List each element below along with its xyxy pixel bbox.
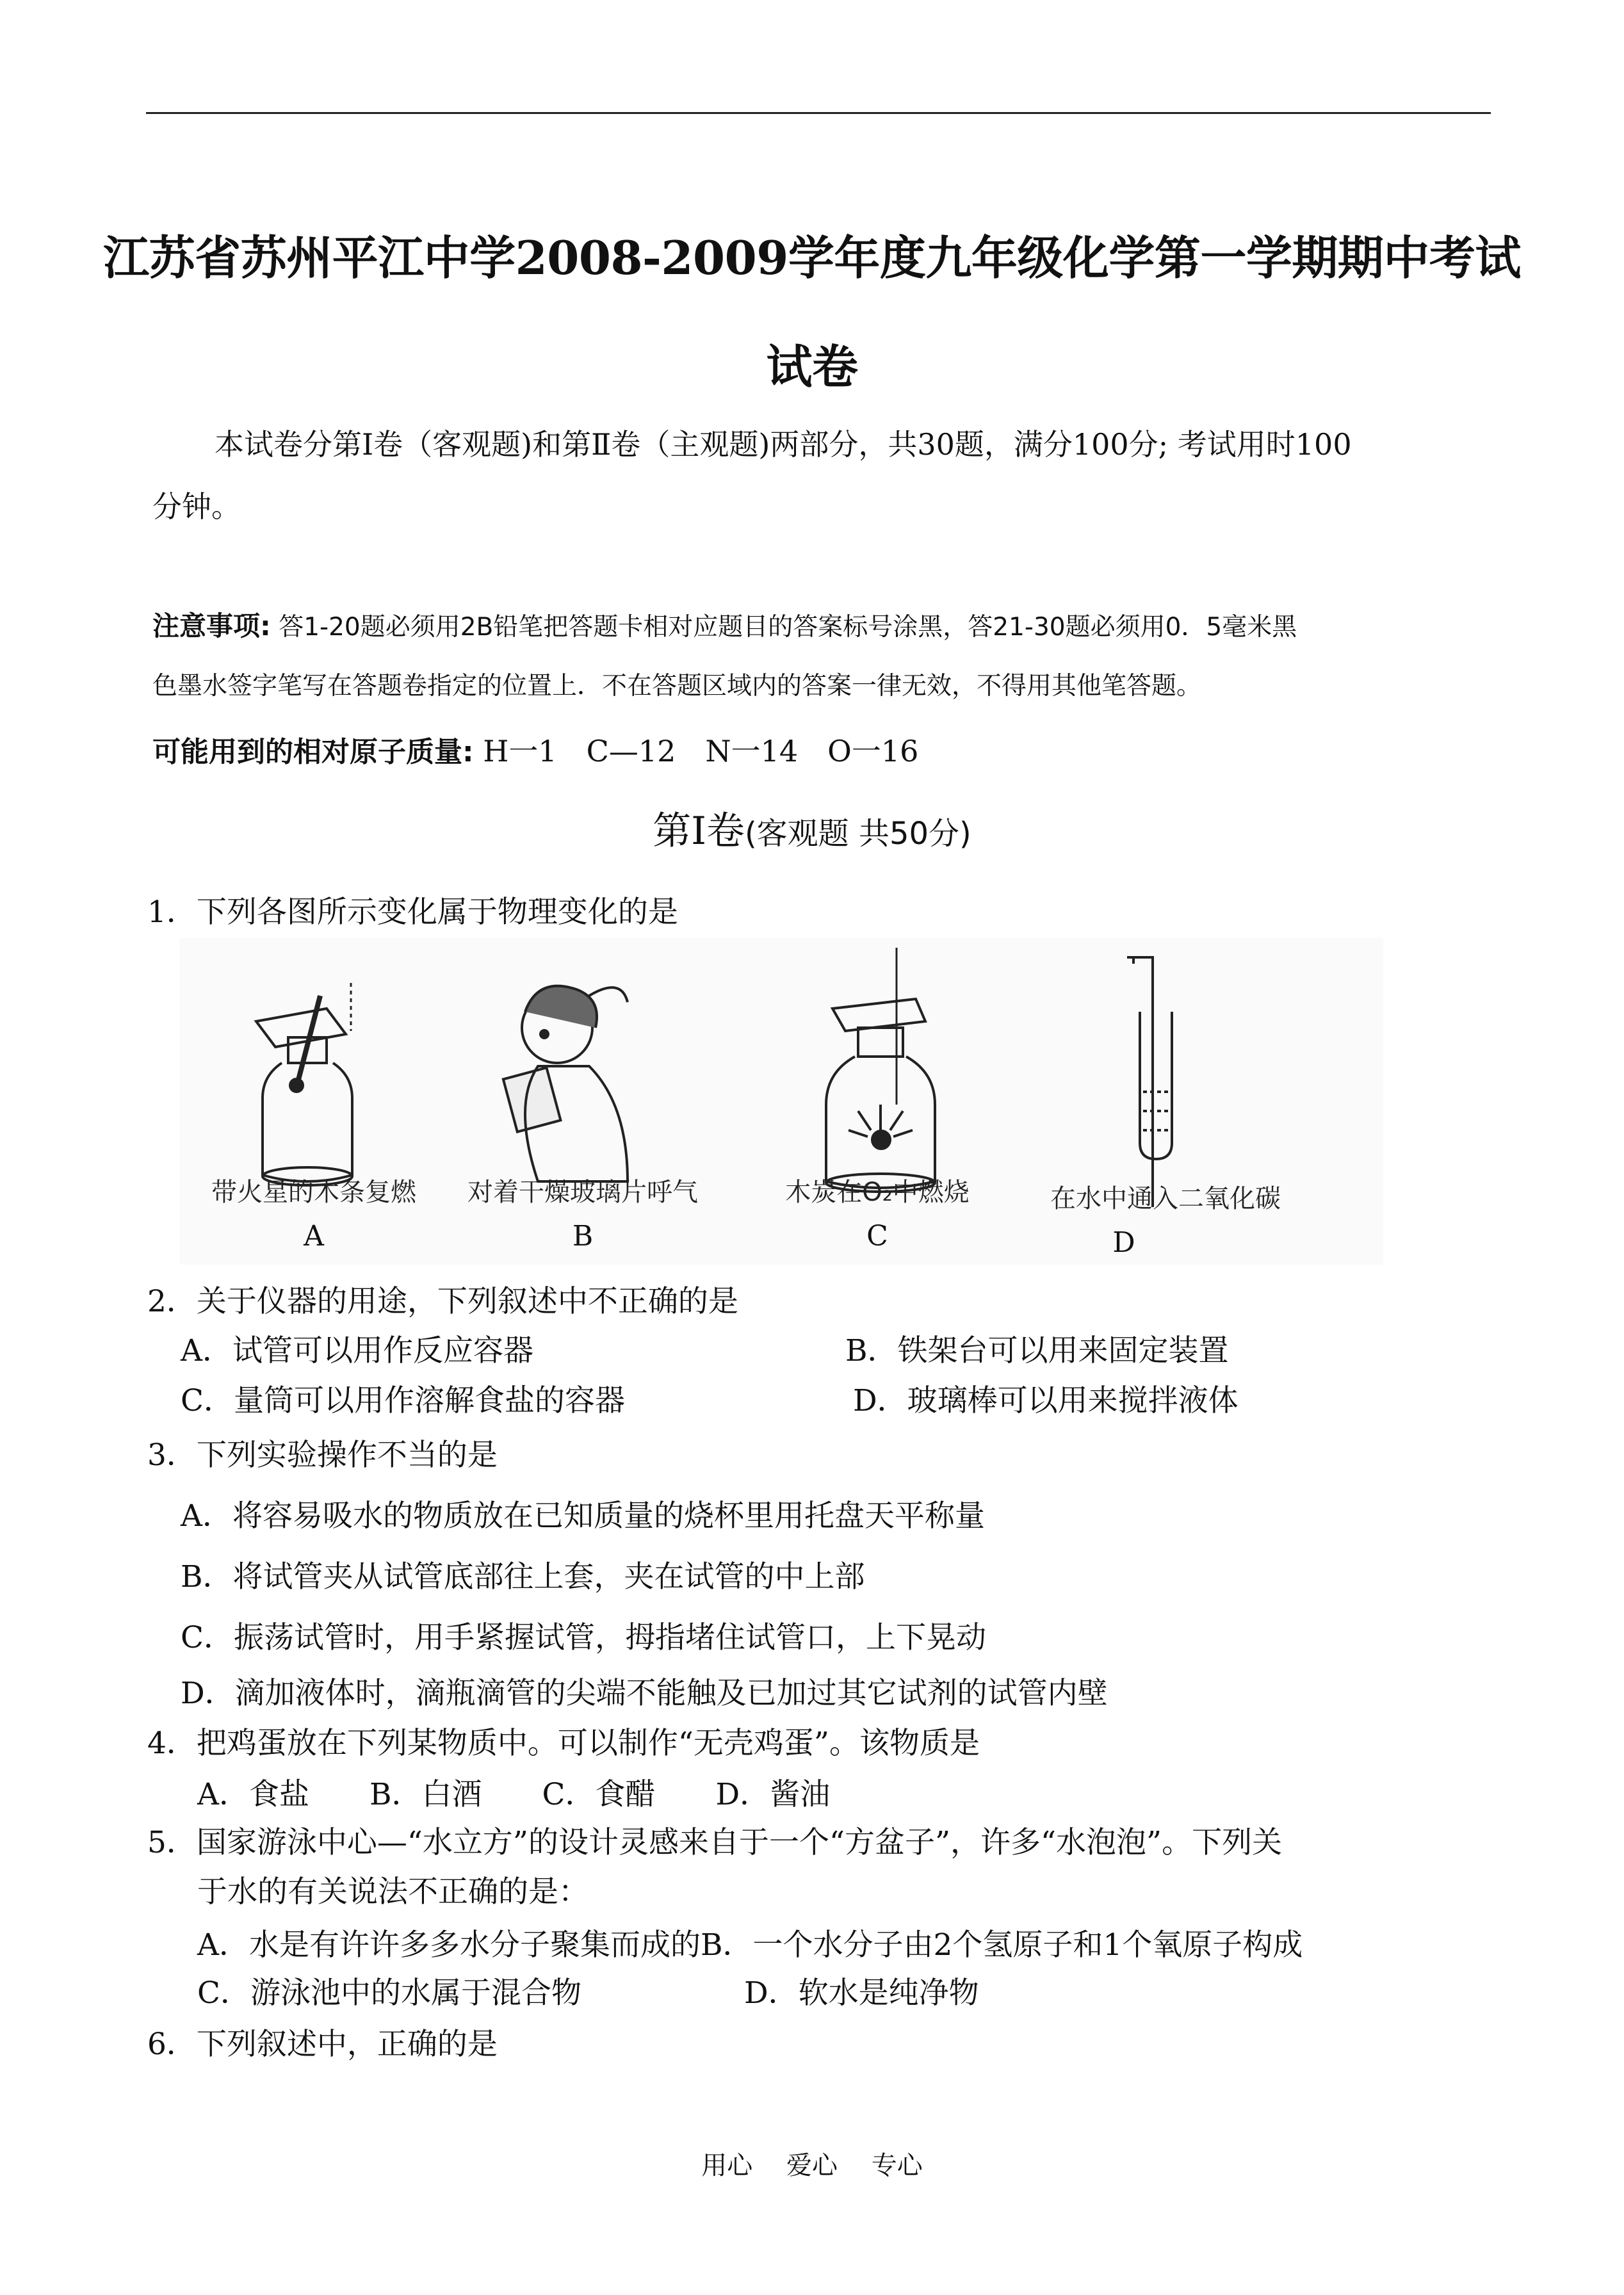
section-title: 第Ⅰ卷 [653, 809, 745, 854]
atomic-mass-line [152, 728, 918, 770]
notice-label: 注意事项: [152, 610, 271, 642]
figure-c-bottle-charcoal [826, 948, 935, 1192]
q2-option-c: C．量筒可以用作溶解食盐的容器 [181, 1383, 625, 1418]
q5-option-d: D．软水是纯净物 [744, 1975, 979, 2011]
q1-illustrations [179, 938, 1383, 1265]
page-footer: 用心 爱心 专心 [701, 2151, 923, 2180]
figure-d-caption: 在水中通入二氧化碳 [1050, 1184, 1281, 1213]
figure-c-letter: C [866, 1220, 888, 1253]
q3-option-d: D．滴加液体时，滴瓶滴管的尖端不能触及已加过其它试剂的试管内壁 [181, 1676, 1108, 1711]
q6-stem: 6．下列叙述中，正确的是 [147, 2027, 498, 2062]
figure-b-girl-glass [503, 986, 628, 1181]
intro-line1: 本试卷分第Ⅰ卷（客观题)和第Ⅱ卷（主观题)两部分，共30题，满分100分; 考试用时100 [215, 427, 1352, 462]
q4-options: A．食盐 B．白酒 C．食醋 D．酱油 [197, 1777, 831, 1812]
q1-stem: 1．下列各图所示变化属于物理变化的是 [147, 895, 678, 930]
q2-stem: 2．关于仪器的用途，下列叙述中不正确的是 [147, 1284, 738, 1319]
q4-stem: 4．把鸡蛋放在下列某物质中。可以制作“无壳鸡蛋”。该物质是 [147, 1726, 980, 1761]
figure-a-bottle-splint [256, 983, 352, 1185]
header-rule [146, 112, 1491, 114]
q2-option-b: B．铁架台可以用来固定装置 [845, 1333, 1229, 1368]
notice-line2: 色墨水签字笔写在答题卷指定的位置上．不在答题区域内的答案一律无效，不得用其他笔答题。 [152, 672, 1202, 701]
notice-line1 [152, 605, 1297, 644]
figure-a-caption: 带火星的木条复燃 [211, 1178, 416, 1207]
q1-figure-strip [179, 938, 1383, 1265]
q5-options-ab: A．水是有许许多多水分子聚集而成的B．一个水分子由2个氢原子和1个氧原子构成 [197, 1927, 1303, 1963]
q2-option-a: A．试管可以用作反应容器 [181, 1333, 533, 1368]
intro-line2: 分钟。 [152, 489, 241, 524]
atomic-mass-label: 可能用到的相对原子质量: [152, 736, 474, 768]
atomic-mass-values: H一1 C—12 N一14 O一16 [483, 734, 919, 768]
q5-stem-line1: 5．国家游泳中心—“水立方”的设计灵感来自于一个“方盆子”，许多“水泡泡”。下列关 [147, 1825, 1283, 1860]
figure-b-caption: 对着干燥玻璃片呼气 [467, 1178, 698, 1207]
q5-option-c: C．游泳池中的水属于混合物 [197, 1975, 581, 2011]
q5-stem-line2: 于水的有关说法不正确的是： [197, 1874, 589, 1910]
exam-title-line1: 江苏省苏州平江中学2008-2009学年度九年级化学第一学期期中考试 [103, 231, 1521, 285]
figure-d-test-tube [1127, 957, 1172, 1207]
figure-d-letter: D [1112, 1226, 1135, 1259]
q3-option-b: B．将试管夹从试管底部往上套，夹在试管的中上部 [181, 1559, 865, 1594]
q3-option-c: C．振荡试管时，用手紧握试管，拇指堵住试管口，上下晃动 [181, 1620, 986, 1655]
figure-c-caption: 木炭在O₂中燃烧 [785, 1178, 970, 1207]
exam-title-line2: 试卷 [766, 339, 858, 394]
q3-stem: 3．下列实验操作不当的是 [147, 1438, 498, 1473]
q3-option-a: A．将容易吸水的物质放在已知质量的烧杯里用托盘天平称量 [181, 1498, 985, 1534]
q2-option-d: D．玻璃棒可以用来搅拌液体 [853, 1383, 1238, 1418]
notice-text1: 答1-20题必须用2B铅笔把答题卡相对应题目的答案标号涂黑，答21-30题必须用0．5毫米黑 [279, 613, 1297, 642]
figure-a-letter: A [304, 1220, 324, 1253]
figure-b-letter: B [572, 1220, 594, 1253]
section-subtitle: (客观题 共50分) [744, 816, 971, 852]
section-heading [0, 800, 1624, 856]
